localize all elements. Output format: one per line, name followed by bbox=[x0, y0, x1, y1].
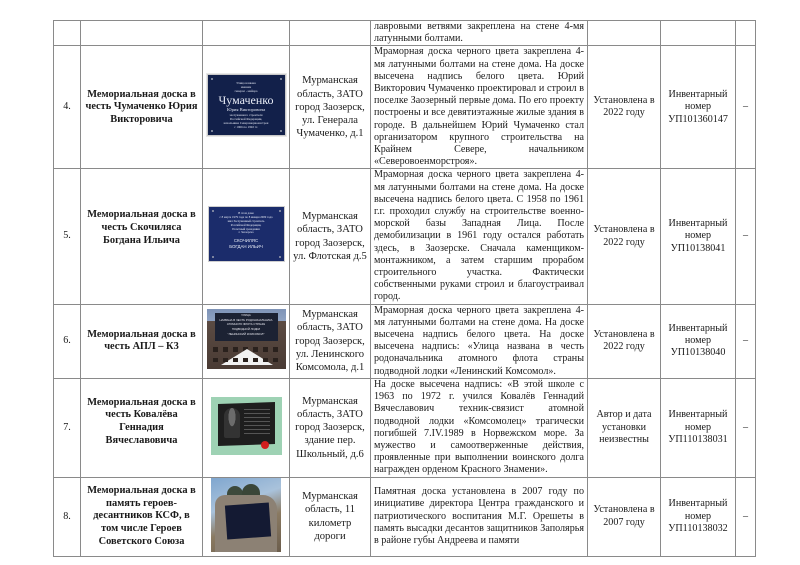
row-number: 5. bbox=[54, 169, 81, 304]
plaque-board bbox=[225, 502, 271, 539]
plaque-photo-k3 bbox=[207, 309, 286, 369]
plaque-surname: Чумаченко bbox=[218, 93, 274, 108]
address-cell bbox=[290, 21, 371, 46]
plaque-text: генерал - майора bbox=[234, 89, 258, 94]
table-row bbox=[54, 304, 756, 378]
address: Мурманская область, ЗАТО город Заозерск, ул. Ленинского Комсомола, д.1 bbox=[290, 304, 371, 378]
plaque-text: Российской Федерации, bbox=[229, 117, 263, 122]
plaque-name: Мемориальная доска в честь АПЛ – К3 bbox=[81, 304, 203, 378]
plaque-text: Российской Федерации, bbox=[230, 222, 262, 227]
status-cell bbox=[588, 21, 661, 46]
plaque-text: В этом доме bbox=[238, 211, 254, 216]
installation-status: Установлена в 2022 году bbox=[588, 169, 661, 304]
installation-status: Автор и дата установки неизвестны bbox=[588, 378, 661, 477]
flower-icon bbox=[261, 441, 269, 449]
helmet-icon bbox=[242, 484, 260, 496]
plaque-text: заслуженного строителя bbox=[229, 113, 263, 118]
photo-cell bbox=[203, 378, 290, 477]
description: Памятная доска установлена в 2007 году по инициативе директора Центра гражданского и патриотического воспитания М.Г. Орешеты в память высадки десантов защитников Заполярья в районе губы Андреева и памяти bbox=[371, 477, 588, 556]
note: – bbox=[736, 304, 756, 378]
plaque-text: именем bbox=[240, 85, 252, 90]
plaque-text: с 8 марта 1979 года по 8 января 2009 года bbox=[219, 215, 273, 220]
installation-status: Установлена в 2007 году bbox=[588, 477, 661, 556]
address: Мурманская область, ЗАТО город Заозерск, ул. Флотская д.5 bbox=[290, 169, 371, 304]
inventory-number: Инвентарный номер УП10138040 bbox=[661, 304, 736, 378]
plaque-text: с 1966 по 1992 гг. bbox=[234, 125, 258, 130]
table-row bbox=[54, 477, 756, 556]
plaque-name: Мемориальная доска в память героев-десантников КСФ, в том числе Героев Советского Союза bbox=[81, 477, 203, 556]
row-number: 7. bbox=[54, 378, 81, 477]
plaque-signature: СКОЧИЛЯС bbox=[233, 238, 259, 244]
plaque-text: УЛИЦА bbox=[241, 313, 251, 318]
row-number: 4. bbox=[54, 46, 81, 169]
installation-status: Установлена в 2022 году bbox=[588, 46, 661, 169]
memorial-photo-paratroopers bbox=[211, 478, 281, 552]
plaque-name: Мемориальная доска в честь Скочиляса Богдана Ильича bbox=[81, 169, 203, 304]
portrait-engraving bbox=[224, 408, 240, 438]
memorial-plaques-table bbox=[53, 20, 756, 557]
plaque-text: АТОМНОГО ФЛОТА СТРАНЫ bbox=[226, 322, 266, 327]
plaque-photo-chumachenko bbox=[207, 74, 286, 136]
table-row bbox=[54, 46, 756, 169]
description: Мраморная доска черного цвета закреплена 4-мя латунными болтами на стене дома. На доске высечена надпись белого цвета. Юрий Викторович Чумаченко проектировал и строил в поселке Заозерный первые дома. По его проекту построены и все девятиэтажные жилые здания в городе. В дальнейшем Юрий Чумаченко стал организатором крупного строительства на Крайнем Севере, начальником «Северовоенморстроя». bbox=[371, 46, 588, 169]
photo-cell bbox=[203, 304, 290, 378]
window-row bbox=[213, 358, 280, 362]
inventory-number: Инвентарный номер УП101360147 bbox=[661, 46, 736, 169]
description: На доске высечена надпись: «В этой школе с 1963 по 1972 г. учился Ковалёв Геннадий Вячеславович техник-связист атомной подводной лодки «Комсомолец» трагически погибшей 7.IV.1989 в Норвежском море. За мужество и самоотверженные действия, проявленные при выполнении воинского долга награжден орденом Красного Знамени». bbox=[371, 378, 588, 477]
inventory-number: Инвентарный номер УП10138041 bbox=[661, 169, 736, 304]
plaque-text: Улица названа bbox=[236, 81, 256, 86]
table-row bbox=[54, 169, 756, 304]
plaque-text: жил Заслуженный строитель bbox=[227, 219, 265, 224]
description: Мраморная доска черного цвета закреплена 4-мя латунными болтами на стене дома. На доске высечена надпись белого цвета. На доске высечена надпись: «Улица названа в честь родоначальника атомного флота страны подводной лодки «Ленинский Комсомол». bbox=[371, 304, 588, 378]
note: – bbox=[736, 378, 756, 477]
num-cell bbox=[54, 21, 81, 46]
submarine-silhouette-icon bbox=[221, 349, 273, 365]
plaque-text: Почетный гражданин bbox=[232, 226, 260, 231]
table-row-continued bbox=[54, 21, 756, 46]
name-cell bbox=[81, 21, 203, 46]
plaque-photo-skochilyas bbox=[208, 206, 285, 262]
note: – bbox=[736, 477, 756, 556]
plaque-photo-kovalev bbox=[211, 397, 282, 455]
row-number: 6. bbox=[54, 304, 81, 378]
plaque-text: НАЗВАНА В ЧЕСТЬ РОДОНАЧАЛЬНИКА bbox=[219, 317, 273, 322]
photo-cell bbox=[203, 46, 290, 169]
plaque-text: г. Заозерска bbox=[238, 230, 254, 235]
plaque-text: "ЛЕНИНСКИЙ КОМСОМОЛ" bbox=[227, 331, 265, 336]
note: – bbox=[736, 46, 756, 169]
photo-cell bbox=[203, 477, 290, 556]
plaque-signature: БОГДАН ИЛЬИЧ bbox=[229, 244, 263, 250]
address: Мурманская область, ЗАТО город Заозерск, здание пер. Школьный, д.6 bbox=[290, 378, 371, 477]
plaque-text: ПОДВОДНОЙ ЛОДКИ bbox=[231, 326, 261, 331]
plaque-name: Мемориальная доска в честь Ковалёва Геннадия Вячеславовича bbox=[81, 378, 203, 477]
table-row bbox=[54, 378, 756, 477]
photo-cell bbox=[203, 169, 290, 304]
installation-status: Установлена в 2022 году bbox=[588, 304, 661, 378]
plaque-text: начальника Североморвоенстроя bbox=[223, 121, 269, 126]
address: Мурманская область, 11 километр дороги bbox=[290, 477, 371, 556]
note: – bbox=[736, 169, 756, 304]
plaque-fullname: Юрия Викторовича bbox=[226, 107, 266, 113]
description-cell: лавровыми ветвями закреплена на стене 4-мя латунными болтами. bbox=[371, 21, 588, 46]
engraved-lines bbox=[244, 409, 270, 435]
photo-cell bbox=[203, 21, 290, 46]
inventory-number: Инвентарный номер УП110138032 bbox=[661, 477, 736, 556]
inventory-number: Инвентарный номер УП110138031 bbox=[661, 378, 736, 477]
plaque-name: Мемориальная доска в честь Чумаченко Юрия Викторовича bbox=[81, 46, 203, 169]
row-number: 8. bbox=[54, 477, 81, 556]
note-cell bbox=[736, 21, 756, 46]
description: Мраморная доска черного цвета закреплена 4-мя латунными болтами на стене дома. На доске высечена надпись белого цвета. С 1958 по 1961 г.г. проходил службу на строительстве военно-морской базы Западная Лица. После демобилизации в 1961 году остался работать здесь, в Заозерске. Сначала каменщиком- монтажником, а затем старшим прорабом строительного участка. Фактически собственными руками строил и благоустраивал город. bbox=[371, 169, 588, 304]
inventory-cell bbox=[661, 21, 736, 46]
address: Мурманская область, ЗАТО город Заозерск, ул. Генерала Чумаченко, д.1 bbox=[290, 46, 371, 169]
